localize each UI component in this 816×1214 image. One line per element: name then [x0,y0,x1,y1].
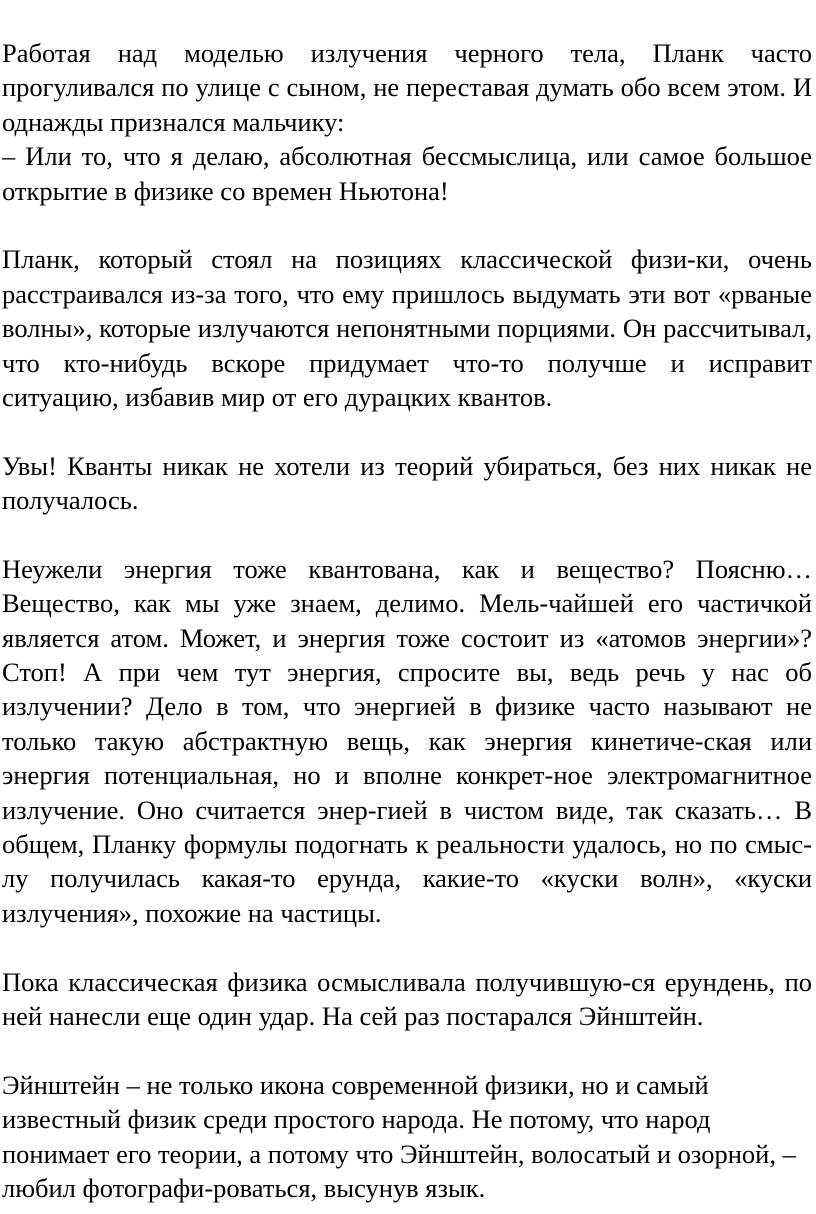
text-line: получалось. [2,485,139,516]
paragraph-planck-walk [2,36,812,208]
paragraph-classical-physics [2,242,812,414]
text-line: энергия потенциальная, но и вполне конкрет-ное электромагнитное [2,760,812,791]
text-line: – Или то, что я делаю, абсолютная бессмыслица, или самое большое [2,141,812,172]
text-line: волны», которые излучаются непонятными порциями. Он рассчитывал, [2,313,812,344]
text-line: открытие в физике со времен Ньютона! [2,175,449,206]
text-line: Увы! Кванты никак не хотели из теорий убираться, без них никак не [2,450,812,481]
text-line: Вещество, как мы уже знаем, делимо. Мель-чайшей его частичкой [2,588,812,619]
text-line: излучения», похожие на частицы. [2,897,382,928]
text-line: прогуливался по улице с сыном, не переставая думать обо всем этом. И [2,72,812,103]
text-line: Эйнштейн – не только икона современной физики, но и самый [2,1069,709,1100]
paragraph-energy-quantized [2,552,812,930]
text-line: ситуацию, избавив мир от его дурацких квантов. [2,381,553,412]
text-line: Планк, который стоял на позициях классической физи-ки, очень [2,244,812,275]
text-line: однажды признался мальчику: [2,106,345,137]
text-line: понимает его теории, а потому что Эйнштейн, волосатый и озорной, – [2,1138,796,1169]
text-line: лу получилась какая-то ерунда, какие-то «куски волн», «куски [2,863,812,894]
text-line: является атом. Может, и энергия тоже состоит из «атомов энергии»? [2,622,812,653]
paragraph-quanta-stay [2,449,812,518]
text-line: общем, Планку формулы подогнать к реальности удалось, но по смыс- [2,828,812,859]
text-line: излучении? Дело в том, что энергией в физике часто называют не [2,691,812,722]
text-line: только такую абстрактную вещь, как энергия кинетиче-ская или [2,725,812,756]
text-line: любил фотографи-роваться, высунув язык. [2,1172,486,1203]
text-line: Пока классическая физика осмысливала получившую-ся ерундень, по [2,966,812,997]
text-line: известный физик среди простого народа. Не потому, что народ [2,1104,711,1135]
text-line: ней нанесли еще один удар. На сей раз постарался Эйнштейн. [2,1000,704,1031]
text-line: Стоп! А при чем тут энергия, спросите вы, ведь речь у нас об [2,657,812,688]
text-line: Работая над моделью излучения черного тела, Планк часто [2,38,812,68]
text-line: что кто-нибудь вскоре придумает что-то получше и исправит [2,347,812,378]
paragraph-another-blow [2,965,812,1034]
text-line: излучение. Оно считается энер-гией в чистом виде, так сказать… В [2,794,812,825]
paragraph-einstein [2,1068,812,1206]
text-line: Неужели энергия тоже квантована, как и вещество? Поясню… [2,553,812,584]
text-line: расстраивался из-за того, что ему пришлось выдумать эти вот «рваные [2,278,812,309]
